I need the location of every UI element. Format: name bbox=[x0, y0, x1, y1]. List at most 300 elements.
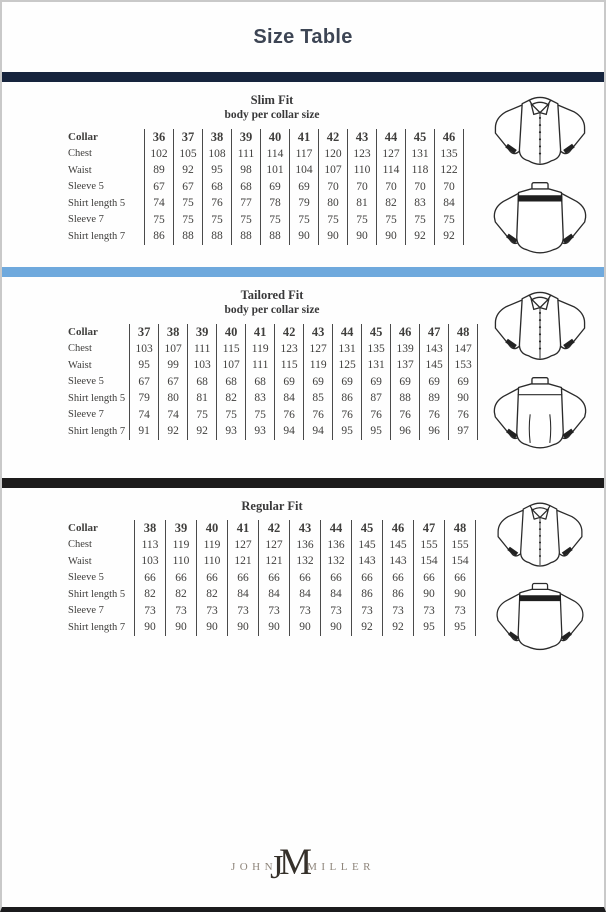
size-value: 135 bbox=[362, 341, 391, 358]
size-value: 123 bbox=[348, 146, 377, 163]
shirt-illustrations bbox=[476, 82, 604, 267]
size-value: 66 bbox=[197, 570, 228, 587]
size-value: 101 bbox=[261, 162, 290, 179]
size-value: 69 bbox=[391, 374, 420, 391]
section-divider-bar bbox=[2, 478, 604, 488]
size-value: 68 bbox=[217, 374, 246, 391]
table-row bbox=[68, 537, 476, 554]
size-value: 88 bbox=[203, 228, 232, 245]
size-value: 75 bbox=[246, 407, 275, 424]
size-value: 48 bbox=[445, 520, 476, 537]
section-title: Slim Fit bbox=[250, 93, 294, 107]
size-value: 111 bbox=[246, 357, 275, 374]
size-value: 132 bbox=[290, 553, 321, 570]
size-value: 43 bbox=[348, 129, 377, 146]
monogram-letter-m: M bbox=[279, 842, 312, 883]
table-row bbox=[68, 423, 478, 440]
size-value: 73 bbox=[259, 603, 290, 620]
size-value: 95 bbox=[130, 357, 159, 374]
table-row bbox=[68, 195, 464, 212]
size-value: 104 bbox=[290, 162, 319, 179]
size-value: 80 bbox=[159, 390, 188, 407]
size-value: 75 bbox=[203, 212, 232, 229]
size-value: 88 bbox=[174, 228, 203, 245]
size-value: 82 bbox=[197, 586, 228, 603]
size-value: 127 bbox=[259, 537, 290, 554]
size-value: 41 bbox=[246, 324, 275, 341]
size-value: 73 bbox=[135, 603, 166, 620]
size-value: 68 bbox=[246, 374, 275, 391]
size-value: 45 bbox=[406, 129, 435, 146]
size-value: 145 bbox=[352, 537, 383, 554]
row-label: Waist bbox=[68, 555, 92, 567]
size-value: 121 bbox=[228, 553, 259, 570]
row-label: Shirt length 7 bbox=[68, 230, 126, 242]
row-label: Shirt length 7 bbox=[68, 425, 126, 437]
row-label: Waist bbox=[68, 359, 92, 371]
size-value: 44 bbox=[377, 129, 406, 146]
table-row bbox=[68, 407, 478, 424]
size-value: 76 bbox=[391, 407, 420, 424]
size-value: 37 bbox=[130, 324, 159, 341]
table-row bbox=[68, 520, 476, 537]
size-value: 66 bbox=[321, 570, 352, 587]
section-subtitle: body per collar size bbox=[224, 109, 320, 121]
table-row bbox=[68, 357, 478, 374]
size-value: 155 bbox=[414, 537, 445, 554]
table-row bbox=[68, 228, 464, 245]
table-row bbox=[68, 374, 478, 391]
table-row bbox=[68, 212, 464, 229]
size-value: 86 bbox=[383, 586, 414, 603]
size-value: 137 bbox=[391, 357, 420, 374]
size-value: 38 bbox=[203, 129, 232, 146]
size-value: 114 bbox=[377, 162, 406, 179]
size-value: 67 bbox=[130, 374, 159, 391]
size-value: 73 bbox=[290, 603, 321, 620]
size-value: 75 bbox=[377, 212, 406, 229]
size-value: 90 bbox=[166, 619, 197, 636]
size-value: 67 bbox=[145, 179, 174, 196]
size-value: 83 bbox=[246, 390, 275, 407]
size-value: 38 bbox=[159, 324, 188, 341]
size-value: 42 bbox=[275, 324, 304, 341]
size-value: 66 bbox=[383, 570, 414, 587]
size-value: 154 bbox=[414, 553, 445, 570]
size-value: 69 bbox=[362, 374, 391, 391]
size-value: 66 bbox=[228, 570, 259, 587]
section-divider-bar bbox=[2, 267, 604, 277]
size-value: 90 bbox=[197, 619, 228, 636]
row-label: Shirt length 5 bbox=[68, 392, 126, 404]
size-value: 88 bbox=[232, 228, 261, 245]
size-value: 92 bbox=[188, 423, 217, 440]
size-value: 76 bbox=[333, 407, 362, 424]
size-value: 143 bbox=[420, 341, 449, 358]
size-value: 93 bbox=[217, 423, 246, 440]
jm-monogram bbox=[270, 842, 312, 891]
size-value: 86 bbox=[145, 228, 174, 245]
size-value: 114 bbox=[261, 146, 290, 163]
size-value: 43 bbox=[290, 520, 321, 537]
size-value: 75 bbox=[319, 212, 348, 229]
size-value: 153 bbox=[449, 357, 478, 374]
size-value: 131 bbox=[333, 341, 362, 358]
size-value: 119 bbox=[246, 341, 275, 358]
size-value: 84 bbox=[321, 586, 352, 603]
size-value: 92 bbox=[174, 162, 203, 179]
size-value: 145 bbox=[383, 537, 414, 554]
size-value: 76 bbox=[203, 195, 232, 212]
row-label: Collar bbox=[68, 522, 98, 535]
logo-text-miller: MILLER bbox=[307, 860, 376, 873]
size-value: 73 bbox=[383, 603, 414, 620]
size-value: 83 bbox=[406, 195, 435, 212]
shirt-front-illustration bbox=[485, 93, 595, 175]
shirt-back-illustration bbox=[484, 581, 596, 660]
size-value: 85 bbox=[304, 390, 333, 407]
size-value: 42 bbox=[319, 129, 348, 146]
row-label: Chest bbox=[68, 148, 92, 160]
size-value: 74 bbox=[145, 195, 174, 212]
size-value: 90 bbox=[348, 228, 377, 245]
size-value: 97 bbox=[449, 423, 478, 440]
size-table bbox=[68, 324, 478, 440]
size-value: 40 bbox=[197, 520, 228, 537]
fit-section bbox=[2, 72, 604, 267]
size-value: 43 bbox=[304, 324, 333, 341]
row-label: Sleeve 7 bbox=[68, 214, 104, 226]
row-label: Sleeve 5 bbox=[68, 572, 104, 584]
size-value: 42 bbox=[259, 520, 290, 537]
size-value: 90 bbox=[259, 619, 290, 636]
size-value: 40 bbox=[217, 324, 246, 341]
size-value: 44 bbox=[333, 324, 362, 341]
shirt-back-illustration bbox=[484, 180, 596, 264]
size-value: 74 bbox=[159, 407, 188, 424]
size-value: 125 bbox=[333, 357, 362, 374]
row-label: Waist bbox=[68, 164, 92, 176]
size-value: 89 bbox=[420, 390, 449, 407]
logo-text-john: JOHN bbox=[230, 860, 278, 873]
size-value: 90 bbox=[290, 619, 321, 636]
table-row bbox=[68, 570, 476, 587]
size-value: 102 bbox=[145, 146, 174, 163]
size-value: 76 bbox=[362, 407, 391, 424]
table-row bbox=[68, 179, 464, 196]
size-value: 70 bbox=[406, 179, 435, 196]
size-value: 110 bbox=[166, 553, 197, 570]
size-value: 76 bbox=[420, 407, 449, 424]
row-label: Sleeve 5 bbox=[68, 376, 104, 388]
size-value: 86 bbox=[352, 586, 383, 603]
row-label: Sleeve 7 bbox=[68, 605, 104, 617]
size-value: 131 bbox=[362, 357, 391, 374]
size-value: 127 bbox=[377, 146, 406, 163]
size-value: 136 bbox=[321, 537, 352, 554]
row-label: Shirt length 5 bbox=[68, 197, 126, 209]
size-value: 95 bbox=[333, 423, 362, 440]
size-value: 73 bbox=[166, 603, 197, 620]
size-value: 39 bbox=[232, 129, 261, 146]
size-value: 115 bbox=[275, 357, 304, 374]
shirt-illustrations bbox=[476, 277, 604, 478]
size-value: 92 bbox=[383, 619, 414, 636]
size-value: 95 bbox=[445, 619, 476, 636]
size-value: 37 bbox=[174, 129, 203, 146]
size-value: 47 bbox=[414, 520, 445, 537]
size-value: 75 bbox=[348, 212, 377, 229]
size-value: 103 bbox=[135, 553, 166, 570]
size-value: 103 bbox=[188, 357, 217, 374]
size-value: 108 bbox=[203, 146, 232, 163]
row-label: Shirt length 5 bbox=[68, 588, 126, 600]
section-title: Regular Fit bbox=[241, 499, 303, 513]
size-value: 73 bbox=[445, 603, 476, 620]
size-value: 82 bbox=[377, 195, 406, 212]
size-value: 75 bbox=[145, 212, 174, 229]
size-value: 127 bbox=[228, 537, 259, 554]
size-value: 89 bbox=[145, 162, 174, 179]
row-label: Chest bbox=[68, 343, 92, 355]
size-value: 66 bbox=[445, 570, 476, 587]
size-value: 95 bbox=[203, 162, 232, 179]
size-value: 41 bbox=[228, 520, 259, 537]
page-title: Size Table bbox=[253, 25, 353, 48]
size-value: 68 bbox=[188, 374, 217, 391]
size-value: 91 bbox=[130, 423, 159, 440]
size-value: 75 bbox=[232, 212, 261, 229]
size-value: 94 bbox=[304, 423, 333, 440]
size-value: 107 bbox=[159, 341, 188, 358]
size-value: 36 bbox=[145, 129, 174, 146]
size-value: 98 bbox=[232, 162, 261, 179]
row-label: Collar bbox=[68, 131, 98, 144]
page-header bbox=[2, 2, 604, 72]
size-value: 76 bbox=[304, 407, 333, 424]
size-value: 110 bbox=[348, 162, 377, 179]
size-value: 69 bbox=[449, 374, 478, 391]
size-value: 81 bbox=[348, 195, 377, 212]
size-value: 66 bbox=[414, 570, 445, 587]
size-value: 118 bbox=[406, 162, 435, 179]
size-value: 70 bbox=[435, 179, 464, 196]
size-value: 121 bbox=[259, 553, 290, 570]
size-value: 76 bbox=[275, 407, 304, 424]
row-label: Sleeve 5 bbox=[68, 181, 104, 193]
size-value: 131 bbox=[406, 146, 435, 163]
size-value: 81 bbox=[188, 390, 217, 407]
size-value: 115 bbox=[217, 341, 246, 358]
size-value: 155 bbox=[445, 537, 476, 554]
size-value: 75 bbox=[435, 212, 464, 229]
size-value: 147 bbox=[449, 341, 478, 358]
size-value: 119 bbox=[304, 357, 333, 374]
table-row bbox=[68, 146, 464, 163]
size-value: 66 bbox=[135, 570, 166, 587]
size-value: 82 bbox=[135, 586, 166, 603]
size-value: 105 bbox=[174, 146, 203, 163]
size-value: 90 bbox=[228, 619, 259, 636]
size-value: 122 bbox=[435, 162, 464, 179]
size-value: 90 bbox=[414, 586, 445, 603]
size-value: 46 bbox=[391, 324, 420, 341]
section-title: Tailored Fit bbox=[240, 288, 304, 302]
size-value: 84 bbox=[290, 586, 321, 603]
size-value: 69 bbox=[261, 179, 290, 196]
table-row bbox=[68, 553, 476, 570]
table-row bbox=[68, 619, 476, 636]
size-value: 88 bbox=[391, 390, 420, 407]
section-divider-bar bbox=[2, 72, 604, 82]
table-row bbox=[68, 324, 478, 341]
size-value: 143 bbox=[352, 553, 383, 570]
size-value: 92 bbox=[406, 228, 435, 245]
section-subtitle: body per collar size bbox=[224, 304, 320, 316]
size-value: 119 bbox=[166, 537, 197, 554]
size-value: 66 bbox=[259, 570, 290, 587]
size-table bbox=[68, 129, 464, 245]
size-value: 145 bbox=[420, 357, 449, 374]
size-value: 38 bbox=[135, 520, 166, 537]
size-value: 75 bbox=[174, 212, 203, 229]
size-value: 73 bbox=[197, 603, 228, 620]
size-value: 67 bbox=[174, 179, 203, 196]
size-value: 75 bbox=[406, 212, 435, 229]
size-value: 75 bbox=[290, 212, 319, 229]
size-value: 39 bbox=[166, 520, 197, 537]
size-value: 45 bbox=[352, 520, 383, 537]
row-label: Sleeve 7 bbox=[68, 409, 104, 421]
size-value: 69 bbox=[304, 374, 333, 391]
size-value: 75 bbox=[174, 195, 203, 212]
size-value: 66 bbox=[166, 570, 197, 587]
size-value: 111 bbox=[232, 146, 261, 163]
row-label: Shirt length 7 bbox=[68, 621, 126, 633]
size-value: 111 bbox=[188, 341, 217, 358]
size-value: 87 bbox=[362, 390, 391, 407]
size-value: 94 bbox=[275, 423, 304, 440]
size-value: 75 bbox=[261, 212, 290, 229]
size-value: 103 bbox=[130, 341, 159, 358]
size-value: 82 bbox=[217, 390, 246, 407]
fit-section bbox=[2, 478, 604, 660]
size-value: 90 bbox=[445, 586, 476, 603]
size-value: 73 bbox=[414, 603, 445, 620]
table-row bbox=[68, 586, 476, 603]
empty-space bbox=[2, 660, 604, 843]
table-row bbox=[68, 129, 464, 146]
size-value: 123 bbox=[275, 341, 304, 358]
size-value: 84 bbox=[435, 195, 464, 212]
size-value: 88 bbox=[261, 228, 290, 245]
size-table bbox=[68, 520, 476, 636]
shirt-illustrations bbox=[476, 488, 604, 660]
size-value: 80 bbox=[319, 195, 348, 212]
shirt-front-illustration bbox=[485, 499, 595, 576]
table-row bbox=[68, 603, 476, 620]
size-value: 139 bbox=[391, 341, 420, 358]
size-value: 76 bbox=[449, 407, 478, 424]
shirt-back-illustration bbox=[484, 375, 596, 459]
size-value: 95 bbox=[414, 619, 445, 636]
size-value: 107 bbox=[319, 162, 348, 179]
size-value: 45 bbox=[362, 324, 391, 341]
size-value: 90 bbox=[290, 228, 319, 245]
size-value: 86 bbox=[333, 390, 362, 407]
size-value: 40 bbox=[261, 129, 290, 146]
size-value: 66 bbox=[352, 570, 383, 587]
size-value: 75 bbox=[188, 407, 217, 424]
fit-section bbox=[2, 267, 604, 478]
size-value: 73 bbox=[321, 603, 352, 620]
monogram-letter-j: J bbox=[270, 849, 284, 886]
size-value: 92 bbox=[352, 619, 383, 636]
size-value: 39 bbox=[188, 324, 217, 341]
table-row bbox=[68, 162, 464, 179]
size-value: 135 bbox=[435, 146, 464, 163]
size-value: 113 bbox=[135, 537, 166, 554]
size-value: 127 bbox=[304, 341, 333, 358]
size-value: 73 bbox=[352, 603, 383, 620]
size-value: 84 bbox=[228, 586, 259, 603]
size-value: 69 bbox=[275, 374, 304, 391]
size-value: 90 bbox=[377, 228, 406, 245]
size-value: 119 bbox=[197, 537, 228, 554]
size-value: 136 bbox=[290, 537, 321, 554]
size-value: 92 bbox=[159, 423, 188, 440]
size-value: 143 bbox=[383, 553, 414, 570]
size-value: 68 bbox=[203, 179, 232, 196]
size-value: 79 bbox=[130, 390, 159, 407]
size-value: 48 bbox=[449, 324, 478, 341]
size-value: 84 bbox=[275, 390, 304, 407]
size-value: 78 bbox=[261, 195, 290, 212]
shirt-front-illustration bbox=[485, 288, 595, 370]
row-label: Collar bbox=[68, 326, 98, 339]
size-value: 99 bbox=[159, 357, 188, 374]
size-value: 110 bbox=[197, 553, 228, 570]
table-row bbox=[68, 390, 478, 407]
size-value: 154 bbox=[445, 553, 476, 570]
table-row bbox=[68, 341, 478, 358]
size-value: 93 bbox=[246, 423, 275, 440]
size-value: 90 bbox=[135, 619, 166, 636]
size-value: 90 bbox=[321, 619, 352, 636]
size-value: 75 bbox=[217, 407, 246, 424]
size-value: 92 bbox=[435, 228, 464, 245]
size-value: 107 bbox=[217, 357, 246, 374]
size-value: 46 bbox=[383, 520, 414, 537]
size-value: 84 bbox=[259, 586, 290, 603]
size-value: 69 bbox=[420, 374, 449, 391]
size-value: 77 bbox=[232, 195, 261, 212]
size-value: 96 bbox=[420, 423, 449, 440]
size-value: 44 bbox=[321, 520, 352, 537]
size-value: 90 bbox=[319, 228, 348, 245]
row-label: Chest bbox=[68, 539, 92, 551]
size-value: 47 bbox=[420, 324, 449, 341]
size-value: 74 bbox=[130, 407, 159, 424]
size-value: 70 bbox=[319, 179, 348, 196]
size-value: 69 bbox=[333, 374, 362, 391]
size-value: 69 bbox=[290, 179, 319, 196]
size-value: 95 bbox=[362, 423, 391, 440]
size-value: 96 bbox=[391, 423, 420, 440]
size-value: 82 bbox=[166, 586, 197, 603]
size-value: 70 bbox=[348, 179, 377, 196]
size-value: 90 bbox=[449, 390, 478, 407]
